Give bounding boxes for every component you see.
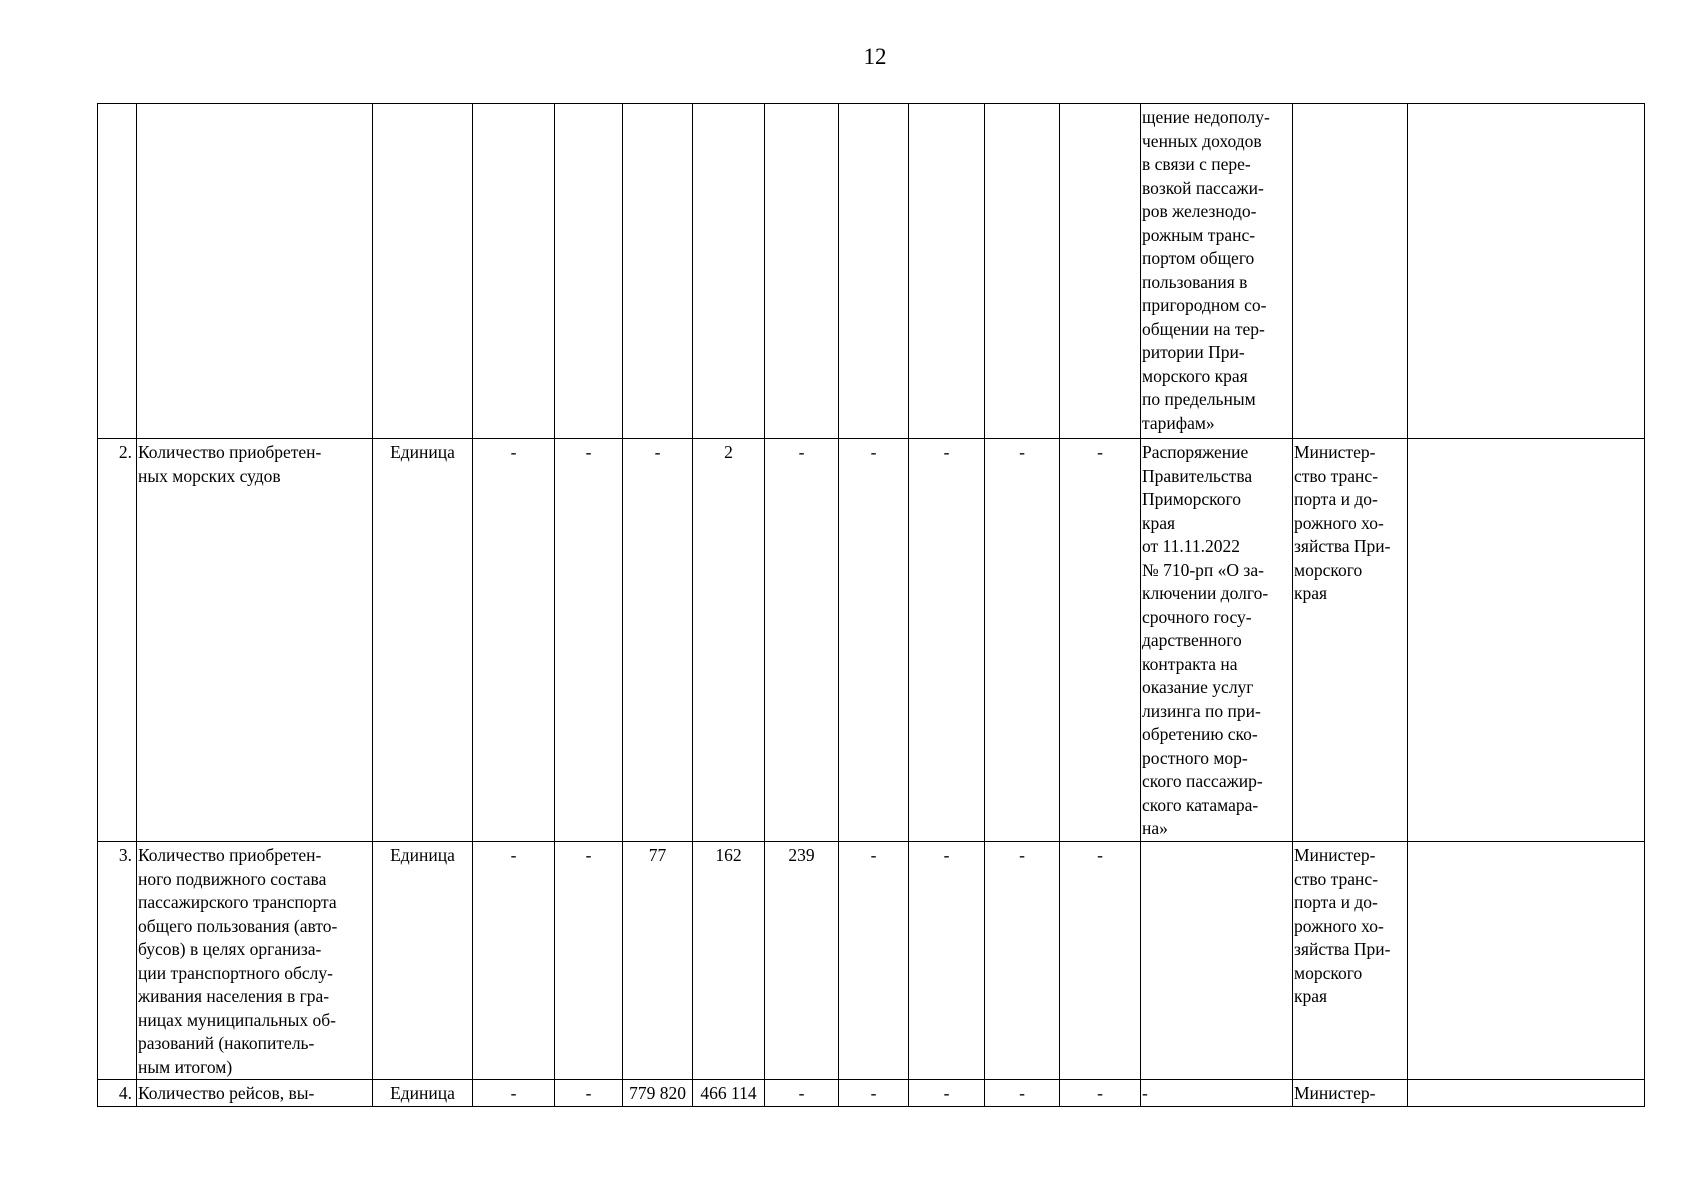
text-line: Приморского	[1142, 489, 1241, 509]
value-cell	[555, 104, 623, 439]
responsible-cell	[1293, 842, 1408, 1080]
value-cell: -	[909, 1080, 985, 1107]
text-line: оказание услуг	[1142, 677, 1254, 697]
text-line: контракта на	[1142, 653, 1238, 674]
text-line: рожного хо-	[1294, 915, 1384, 936]
value-cell: -	[555, 1080, 623, 1107]
value-cell: -	[839, 439, 909, 842]
text-line: ство транс-	[1294, 868, 1379, 889]
value-cell: -	[985, 1080, 1060, 1107]
text-line: живания населения в гра-	[138, 986, 330, 1006]
text-line: ров железнодо-	[1142, 201, 1257, 221]
text-line: разований (накопитель-	[138, 1033, 315, 1053]
text-line: Правительства	[1142, 465, 1253, 486]
value-cell: -	[839, 842, 909, 1080]
notes-cell	[1408, 842, 1645, 1080]
table-row	[98, 104, 1645, 439]
value-cell: 77	[623, 842, 693, 1080]
notes-cell	[1408, 1080, 1645, 1107]
text-line: ского катамара-	[1142, 794, 1259, 815]
text-line: общении на тер-	[1142, 318, 1265, 339]
value-cell	[985, 104, 1060, 439]
responsible-cell	[1293, 1080, 1408, 1107]
value-cell: -	[839, 1080, 909, 1107]
value-cell	[473, 104, 555, 439]
value-cell	[623, 104, 693, 439]
text-line: ных морских судов	[138, 465, 281, 486]
text-line: щение недополу-	[1142, 107, 1270, 127]
unit-cell: Единица	[373, 439, 473, 842]
text-line: от 11.11.2022	[1142, 536, 1240, 556]
text-line: пассажирского транспорта	[138, 892, 337, 912]
text-line: тарифам»	[1142, 412, 1215, 433]
legal-basis-cell	[1141, 439, 1293, 842]
value-cell: -	[765, 439, 839, 842]
text-line: в связи с пере-	[1142, 154, 1251, 174]
value-cell: 239	[765, 842, 839, 1080]
text-line: ростного мор-	[1142, 747, 1248, 768]
text-line: рожного хо-	[1294, 512, 1384, 533]
table-row	[98, 439, 1645, 842]
notes-cell	[1408, 439, 1645, 842]
text-line: Министер-	[1294, 845, 1376, 865]
text-line: Количество приобретен-	[138, 442, 322, 462]
value-cell: -	[623, 439, 693, 842]
value-cell: 466 114	[693, 1080, 765, 1107]
text-line: общего пользования (авто-	[138, 915, 338, 936]
text-line: Распоряжение	[1142, 442, 1249, 462]
text-line: ции транспортного обслу-	[138, 962, 333, 983]
value-cell: -	[555, 439, 623, 842]
value-cell	[909, 104, 985, 439]
value-cell	[839, 104, 909, 439]
value-cell: 162	[693, 842, 765, 1080]
text-line: возкой пассажи-	[1142, 177, 1264, 198]
text-line: порта и до-	[1294, 892, 1378, 912]
unit-cell	[373, 104, 473, 439]
page-number: 12	[863, 44, 887, 69]
value-cell: -	[985, 842, 1060, 1080]
value-cell	[693, 104, 765, 439]
legal-basis-cell	[1141, 1080, 1293, 1107]
value-cell: -	[555, 842, 623, 1080]
text-line: Министер-	[1294, 442, 1376, 462]
row-number: 4.	[98, 1080, 137, 1107]
text-line: морского	[1294, 559, 1363, 580]
text-line: ницах муниципальных об-	[138, 1009, 337, 1030]
text-line: лизинга по при-	[1142, 700, 1261, 721]
value-cell: -	[473, 842, 555, 1080]
unit-cell: Единица	[373, 842, 473, 1080]
legal-basis-cell	[1141, 842, 1293, 1080]
text-line: Количество рейсов, вы-	[138, 1083, 315, 1103]
text-line: пользования в	[1142, 271, 1248, 292]
text-line: бусов) в целях организа-	[138, 939, 322, 959]
value-cell: -	[985, 439, 1060, 842]
text-line: срочного госу-	[1142, 606, 1252, 627]
text-line: ным итогом)	[138, 1056, 233, 1077]
value-cell	[1060, 104, 1141, 439]
text-line: Министер-	[1294, 1083, 1376, 1103]
text-line: края	[1294, 986, 1328, 1006]
unit-cell: Единица	[373, 1080, 473, 1107]
indicator-cell	[137, 439, 373, 842]
text-line: края	[1142, 512, 1176, 533]
text-line: зяйства При-	[1294, 939, 1391, 959]
value-cell	[765, 104, 839, 439]
value-cell: -	[473, 439, 555, 842]
table-row	[98, 1080, 1645, 1107]
text-line: ного подвижного состава	[138, 868, 327, 889]
text-line: порта и до-	[1294, 489, 1378, 509]
text-line: обретению ско-	[1142, 724, 1258, 744]
text-line: ключении долго-	[1142, 583, 1269, 603]
row-number: 3.	[98, 842, 137, 1080]
text-line: пригородном со-	[1142, 295, 1267, 315]
text-line: дарственного	[1142, 630, 1242, 650]
value-cell: -	[1060, 1080, 1141, 1107]
text-line: -	[1142, 1083, 1148, 1103]
value-cell: -	[1060, 842, 1141, 1080]
text-line: портом общего	[1142, 248, 1255, 268]
indicators-table	[97, 103, 1645, 1107]
row-number: 2.	[98, 439, 137, 842]
responsible-cell	[1293, 104, 1408, 439]
text-line: ского пассажир-	[1142, 771, 1263, 791]
text-line: зяйства При-	[1294, 536, 1391, 556]
text-line: на»	[1142, 818, 1168, 838]
text-line: Количество приобретен-	[138, 845, 322, 865]
row-number	[98, 104, 137, 439]
value-cell: -	[1060, 439, 1141, 842]
text-line: по предельным	[1142, 389, 1256, 409]
table-row	[98, 842, 1645, 1080]
value-cell: 2	[693, 439, 765, 842]
text-line: ченных доходов	[1142, 130, 1262, 151]
text-line: морского края	[1142, 365, 1248, 386]
text-line: рожным транс-	[1142, 224, 1256, 245]
text-line: ство транс-	[1294, 465, 1379, 486]
value-cell: -	[909, 842, 985, 1080]
value-cell: -	[473, 1080, 555, 1107]
responsible-cell	[1293, 439, 1408, 842]
text-line: края	[1294, 583, 1328, 603]
value-cell: -	[765, 1080, 839, 1107]
indicator-cell	[137, 842, 373, 1080]
indicator-cell	[137, 1080, 373, 1107]
notes-cell	[1408, 104, 1645, 439]
text-line: ритории При-	[1142, 342, 1245, 362]
text-line: № 710-рп «О за-	[1142, 559, 1264, 580]
value-cell: -	[909, 439, 985, 842]
legal-basis-cell	[1141, 104, 1293, 439]
indicator-cell	[137, 104, 373, 439]
text-line: морского	[1294, 962, 1363, 983]
value-cell: 779 820	[623, 1080, 693, 1107]
